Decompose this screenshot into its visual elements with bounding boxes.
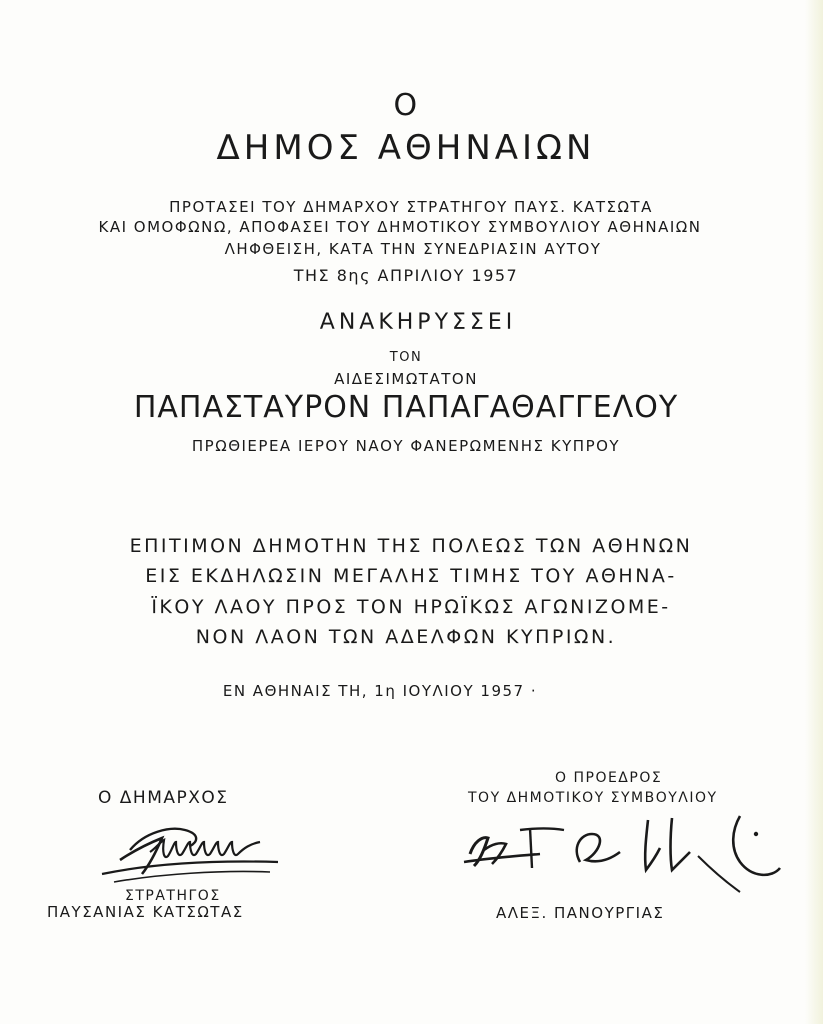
president-signature (440, 808, 785, 900)
president-title-line-2: ΤΟΥ ΔΗΜΟΤΙΚΟΥ ΣΥΜΒΟΥΛΙΟΥ (468, 790, 718, 806)
honorific: ΑΙΔΕΣΙΜΩΤΑΤΟΝ (334, 370, 478, 388)
president-title-line-1: Ο ΠΡΟΕΔΡΟΣ (555, 770, 663, 786)
body-line-1: ΕΠΙΤΙΜΟΝ ΔΗΜΟΤΗΝ ΤΗΣ ΠΟΛΕΩΣ ΤΩΝ ΑΘΗΝΩΝ (129, 535, 693, 557)
mayor-name: ΠΑΥΣΑΝΙΑΣ ΚΑΤΣΩΤΑΣ (47, 903, 244, 921)
body-line-3: ΪΚΟΥ ΛΑΟΥ ΠΡΟΣ ΤΟΝ ΗΡΩΪΚΩΣ ΑΓΩΝΙΖΟΜΕ- (151, 596, 671, 618)
date-line: ΕΝ ΑΘΗΝΑΙΣ ΤΗ, 1η ΙΟΥΛΙΟΥ 1957 · (222, 682, 538, 700)
mayor-rank: ΣΤΡΑΤΗΓΟΣ (125, 888, 221, 904)
title-article: Ο (393, 88, 419, 123)
page-title: ΔΗΜΟΣ ΑΘΗΝΑΙΩΝ (216, 128, 596, 168)
honoree-rank: ΠΡΩΘΙΕΡΕΑ ΙΕΡΟΥ ΝΑΟΥ ΦΑΝΕΡΩΜΕΝΗΣ ΚΥΠΡΟΥ (191, 437, 621, 455)
honoree-name: ΠΑΠΑΣΤΑΥΡΟΝ ΠΑΠΑΓΑΘΑΓΓΕΛΟΥ (133, 390, 679, 425)
article-ton: ΤΟΝ (389, 350, 423, 365)
mayor-title: Ο ΔΗΜΑΡΧΟΣ (98, 788, 229, 808)
body-line-4: ΝΟΝ ΛΑΟΝ ΤΩΝ ΑΔΕΛΦΩΝ ΚΥΠΡΙΩΝ. (195, 626, 617, 648)
president-name: ΑΛΕΞ. ΠΑΝΟΥΡΓΙΑΣ (496, 904, 665, 922)
preamble-line-4: ΤΗΣ 8ης ΑΠΡΙΛΙΟΥ 1957 (293, 266, 519, 285)
mayor-signature (90, 812, 290, 892)
preamble-line-1: ΠΡΟΤΑΣΕΙ ΤΟΥ ΔΗΜΑΡΧΟΥ ΣΤΡΑΤΗΓΟΥ ΠΑΥΣ. ΚΑΤΣΩΤΑ (169, 198, 653, 216)
preamble-line-3: ΛΗΦΘΕΙΣΗ, ΚΑΤΑ ΤΗΝ ΣΥΝΕΔΡΙΑΣΙΝ ΑΥΤΟΥ (224, 240, 602, 258)
proclamation-heading: ΑΝΑΚΗΡΥΣΣΕΙ (319, 310, 517, 335)
body-line-2: ΕΙΣ ΕΚΔΗΛΩΣΙΝ ΜΕΓΑΛΗΣ ΤΙΜΗΣ ΤΟΥ ΑΘΗΝΑ- (145, 565, 677, 587)
preamble-line-2: ΚΑΙ ΟΜΟΦΩΝΩ, ΑΠΟΦΑΣΕΙ ΤΟΥ ΔΗΜΟΤΙΚΟΥ ΣΥΜΒΟΥΛΙΟΥ ΑΘΗΝΑΙΩΝ (98, 218, 702, 236)
